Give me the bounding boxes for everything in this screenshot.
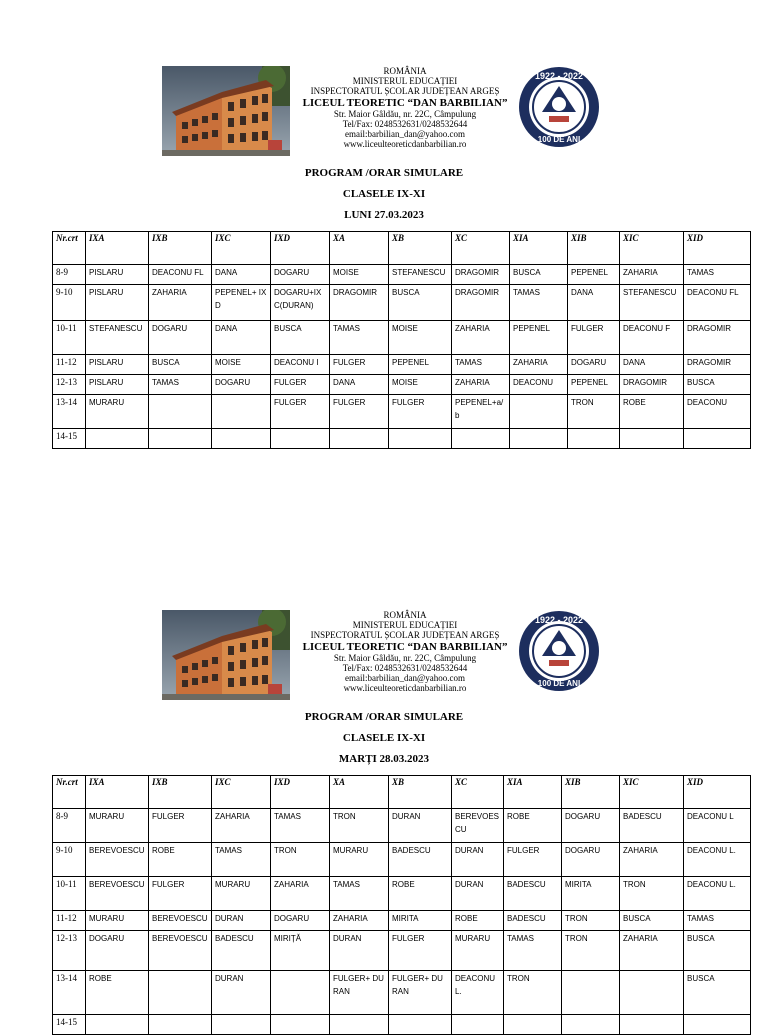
teacher-cell xyxy=(330,1015,389,1035)
teacher-cell: TRON xyxy=(562,931,620,971)
timetable xyxy=(52,231,751,449)
teacher-cell xyxy=(620,1015,684,1035)
teacher-cell: FULGER xyxy=(504,843,562,877)
teacher-cell: FULGER xyxy=(389,931,452,971)
teacher-cell: DEACONU L. xyxy=(684,843,751,877)
seal-anniversary: 100 DE ANI xyxy=(537,135,581,144)
teacher-cell: DOGARU xyxy=(86,931,149,971)
seal-years: 1922 - 2022 xyxy=(534,71,584,81)
col-header: IXB xyxy=(149,776,212,809)
teacher-cell: ZAHARIA xyxy=(452,375,510,395)
col-header: XC xyxy=(452,776,504,809)
hour-cell: 10-11 xyxy=(53,321,86,355)
teacher-cell: FULGER+ DURAN xyxy=(330,971,389,1015)
address-line: Str. Maior Gâldău, nr. 22C, Câmpulung xyxy=(333,652,477,663)
teacher-cell: MOISE xyxy=(389,321,452,355)
col-header: IXD xyxy=(271,776,330,809)
email-line: email:barbilian_dan@yahoo.com xyxy=(344,673,465,684)
teacher-cell: BADESCU xyxy=(504,877,562,911)
school-letterhead xyxy=(300,610,510,693)
teacher-cell: BADESCU xyxy=(504,911,562,931)
table-row xyxy=(53,877,751,911)
col-header: XIC xyxy=(620,232,684,265)
teacher-cell: TRON xyxy=(271,843,330,877)
teacher-cell: PISLARU xyxy=(86,285,149,321)
teacher-cell xyxy=(271,971,330,1015)
teacher-cell: TAMAS xyxy=(504,931,562,971)
school-name: LICEUL TEORETIC “DAN BARBILIAN” xyxy=(302,640,508,653)
teacher-cell xyxy=(86,429,149,449)
teacher-cell xyxy=(510,429,568,449)
timetable-body xyxy=(53,265,751,449)
teacher-cell: TAMAS xyxy=(330,321,389,355)
teacher-cell: DURAN xyxy=(330,931,389,971)
table-row xyxy=(53,375,751,395)
teacher-cell: STEFANESCU xyxy=(86,321,149,355)
teacher-cell: TAMAS xyxy=(212,843,271,877)
teacher-cell: ZAHARIA xyxy=(271,877,330,911)
teacher-cell: DOGARU xyxy=(568,355,620,375)
teacher-cell: FULGER xyxy=(149,809,212,843)
teacher-cell: ROBE xyxy=(504,809,562,843)
schedule-classes: CLASELE IX-XI xyxy=(342,732,426,744)
teacher-cell: TRON xyxy=(562,911,620,931)
teacher-cell: BADESCU xyxy=(620,809,684,843)
teacher-cell: ROBE xyxy=(452,911,504,931)
hour-cell: 13-14 xyxy=(53,395,86,429)
teacher-cell: DANA xyxy=(330,375,389,395)
teacher-cell: DEACONU F xyxy=(620,321,684,355)
teacher-cell xyxy=(620,429,684,449)
teacher-cell: BEREVOESCU xyxy=(149,911,212,931)
col-header: XB xyxy=(389,232,452,265)
timetable xyxy=(52,775,751,1035)
teacher-cell: BUSCA xyxy=(684,931,751,971)
teacher-cell: BUSCA xyxy=(620,911,684,931)
teacher-cell: PISLARU xyxy=(86,355,149,375)
table-row xyxy=(53,321,751,355)
teacher-cell xyxy=(452,429,510,449)
inspectorate-line: INSPECTORATUL ȘCOLAR JUDEȚEAN ARGEȘ xyxy=(310,86,500,97)
table-row xyxy=(53,355,751,375)
teacher-cell: PEPENEL xyxy=(568,375,620,395)
school-letterhead xyxy=(300,66,510,149)
teacher-cell: FULGER xyxy=(149,877,212,911)
teacher-cell: FULGER xyxy=(568,321,620,355)
teacher-cell: ZAHARIA xyxy=(149,285,212,321)
teacher-cell: ZAHARIA xyxy=(452,321,510,355)
col-header: IXA xyxy=(86,232,149,265)
teacher-cell: FULGER xyxy=(330,395,389,429)
teacher-cell: TAMAS xyxy=(271,809,330,843)
teacher-cell xyxy=(504,1015,562,1035)
teacher-cell: ROBE xyxy=(389,877,452,911)
teacher-cell: DOGARU xyxy=(212,375,271,395)
teacher-cell: DEACONU xyxy=(684,395,751,429)
teacher-cell xyxy=(149,971,212,1015)
teacher-cell: TRON xyxy=(330,809,389,843)
teacher-cell: MURARU xyxy=(86,911,149,931)
col-header: XID xyxy=(684,232,751,265)
school-building-photo xyxy=(162,610,290,700)
teacher-cell xyxy=(684,429,751,449)
teacher-cell: MOISE xyxy=(389,375,452,395)
ministry-line: MINISTERUL EDUCAȚIEI xyxy=(352,620,458,631)
col-header: XC xyxy=(452,232,510,265)
teacher-cell: MOISE xyxy=(212,355,271,375)
hour-cell: 14-15 xyxy=(53,429,86,449)
teacher-cell: DANA xyxy=(212,321,271,355)
seal-anniversary: 100 DE ANI xyxy=(537,679,581,688)
teacher-cell xyxy=(212,395,271,429)
col-header: XID xyxy=(684,776,751,809)
teacher-cell: TAMAS xyxy=(684,911,751,931)
teacher-cell: BUSCA xyxy=(271,321,330,355)
table-row xyxy=(53,809,751,843)
teacher-cell: BADESCU xyxy=(212,931,271,971)
teacher-cell: MURARU xyxy=(86,809,149,843)
teacher-cell xyxy=(389,429,452,449)
teacher-cell: ROBE xyxy=(620,395,684,429)
teacher-cell: ROBE xyxy=(86,971,149,1015)
teacher-cell: ROBE xyxy=(149,843,212,877)
teacher-cell: PEPENEL xyxy=(568,265,620,285)
hour-cell: 14-15 xyxy=(53,1015,86,1035)
teacher-cell xyxy=(389,1015,452,1035)
teacher-cell: DRAGOMIR xyxy=(452,285,510,321)
teacher-cell: DRAGOMIR xyxy=(330,285,389,321)
col-header: IXC xyxy=(212,776,271,809)
teacher-cell: TRON xyxy=(620,877,684,911)
phone-line: Tel/Fax: 0248532631/0248532644 xyxy=(342,118,468,129)
school-building-photo xyxy=(162,66,290,156)
table-row xyxy=(53,265,751,285)
hour-cell: 11-12 xyxy=(53,355,86,375)
teacher-cell: PISLARU xyxy=(86,375,149,395)
teacher-cell: DRAGOMIR xyxy=(620,375,684,395)
teacher-cell: DANA xyxy=(212,265,271,285)
teacher-cell: DEACONU FL xyxy=(684,285,751,321)
teacher-cell xyxy=(510,395,568,429)
teacher-cell: MURARU xyxy=(212,877,271,911)
hour-cell: 13-14 xyxy=(53,971,86,1015)
teacher-cell xyxy=(452,1015,504,1035)
teacher-cell: BUSCA xyxy=(684,971,751,1015)
seal-years: 1922 - 2022 xyxy=(534,615,584,625)
teacher-cell: ZAHARIA xyxy=(620,265,684,285)
hour-cell: 9-10 xyxy=(53,843,86,877)
col-header: XIA xyxy=(510,232,568,265)
schedule-date: MARȚI 28.03.2023 xyxy=(338,753,430,765)
teacher-cell: TAMAS xyxy=(330,877,389,911)
website-line: www.liceulteoreticdanbarbilian.ro xyxy=(343,683,467,694)
teacher-cell: TRON xyxy=(504,971,562,1015)
table-row xyxy=(53,931,751,971)
teacher-cell: DOGARU xyxy=(271,265,330,285)
teacher-cell: BEREVOESCU xyxy=(86,877,149,911)
teacher-cell: ZAHARIA xyxy=(510,355,568,375)
teacher-cell: FULGER xyxy=(271,375,330,395)
teacher-cell: DEACONU FL xyxy=(149,265,212,285)
teacher-cell: DEACONU L. xyxy=(684,877,751,911)
teacher-cell xyxy=(212,1015,271,1035)
teacher-cell: MIRITA xyxy=(562,877,620,911)
teacher-cell: MIRIȚĂ xyxy=(271,931,330,971)
schedule-title: PROGRAM /ORAR SIMULARE xyxy=(304,167,464,179)
teacher-cell: DRAGOMIR xyxy=(452,265,510,285)
teacher-cell: TAMAS xyxy=(684,265,751,285)
table-row xyxy=(53,971,751,1015)
teacher-cell xyxy=(212,429,271,449)
teacher-cell: PEPENEL+ IXD xyxy=(212,285,271,321)
website-line: www.liceulteoreticdanbarbilian.ro xyxy=(343,139,467,150)
teacher-cell: PEPENEL+a/b xyxy=(452,395,510,429)
teacher-cell: STEFANESCU xyxy=(620,285,684,321)
table-row xyxy=(53,429,751,449)
schedule-title: PROGRAM /ORAR SIMULARE xyxy=(304,711,464,723)
ministry-line: MINISTERUL EDUCAȚIEI xyxy=(352,76,458,87)
teacher-cell: BEREVOESCU xyxy=(86,843,149,877)
teacher-cell: ZAHARIA xyxy=(620,931,684,971)
country-line: ROMÂNIA xyxy=(383,66,427,76)
teacher-cell: DURAN xyxy=(389,809,452,843)
table-header-row xyxy=(53,776,751,809)
teacher-cell: ZAHARIA xyxy=(330,911,389,931)
teacher-cell xyxy=(562,1015,620,1035)
teacher-cell: DURAN xyxy=(212,911,271,931)
col-header: IXA xyxy=(86,776,149,809)
school-anniversary-seal xyxy=(518,66,600,148)
teacher-cell: DOGARU xyxy=(271,911,330,931)
teacher-cell: MIRITA xyxy=(389,911,452,931)
table-row xyxy=(53,285,751,321)
teacher-cell: BEREVOESCU xyxy=(452,809,504,843)
teacher-cell: DOGARU xyxy=(149,321,212,355)
col-header: Nr.crt xyxy=(53,776,86,809)
teacher-cell: DEACONU I xyxy=(271,355,330,375)
teacher-cell: TRON xyxy=(568,395,620,429)
hour-cell: 8-9 xyxy=(53,809,86,843)
col-header: XA xyxy=(330,776,389,809)
teacher-cell: BEREVOESCU xyxy=(149,931,212,971)
teacher-cell: STEFANESCU xyxy=(389,265,452,285)
hour-cell: 12-13 xyxy=(53,375,86,395)
teacher-cell: DOGARU xyxy=(562,843,620,877)
teacher-cell xyxy=(568,429,620,449)
teacher-cell: DURAN xyxy=(452,877,504,911)
schedule-date: LUNI 27.03.2023 xyxy=(344,209,424,221)
email-line: email:barbilian_dan@yahoo.com xyxy=(344,129,465,140)
teacher-cell: TAMAS xyxy=(510,285,568,321)
teacher-cell xyxy=(149,1015,212,1035)
teacher-cell: DRAGOMIR xyxy=(684,321,751,355)
hour-cell: 12-13 xyxy=(53,931,86,971)
table-row xyxy=(53,395,751,429)
teacher-cell: MURARU xyxy=(86,395,149,429)
teacher-cell xyxy=(684,1015,751,1035)
teacher-cell xyxy=(86,1015,149,1035)
phone-line: Tel/Fax: 0248532631/0248532644 xyxy=(342,662,468,673)
col-header: IXC xyxy=(212,232,271,265)
schedule-classes: CLASELE IX-XI xyxy=(342,188,426,200)
table-header-row xyxy=(53,232,751,265)
teacher-cell: DEACONU L. xyxy=(452,971,504,1015)
teacher-cell: FULGER xyxy=(271,395,330,429)
teacher-cell xyxy=(330,429,389,449)
teacher-cell: FULGER xyxy=(330,355,389,375)
teacher-cell: DEACONU L xyxy=(684,809,751,843)
teacher-cell: DRAGOMIR xyxy=(684,355,751,375)
teacher-cell: PEPENEL xyxy=(389,355,452,375)
col-header: XIC xyxy=(620,776,684,809)
teacher-cell: DOGARU xyxy=(562,809,620,843)
col-header: Nr.crt xyxy=(53,232,86,265)
inspectorate-line: INSPECTORATUL ȘCOLAR JUDEȚEAN ARGEȘ xyxy=(310,630,500,641)
teacher-cell: DURAN xyxy=(452,843,504,877)
col-header: IXB xyxy=(149,232,212,265)
timetable-body xyxy=(53,809,751,1035)
teacher-cell: MURARU xyxy=(330,843,389,877)
teacher-cell: TAMAS xyxy=(149,375,212,395)
teacher-cell: DURAN xyxy=(212,971,271,1015)
col-header: XIB xyxy=(562,776,620,809)
teacher-cell: PEPENEL xyxy=(510,321,568,355)
teacher-cell: BUSCA xyxy=(389,285,452,321)
teacher-cell: DOGARU+IXC(DURAN) xyxy=(271,285,330,321)
col-header: XA xyxy=(330,232,389,265)
teacher-cell xyxy=(149,429,212,449)
table-row xyxy=(53,1015,751,1035)
teacher-cell xyxy=(562,971,620,1015)
teacher-cell: BUSCA xyxy=(149,355,212,375)
hour-cell: 9-10 xyxy=(53,285,86,321)
teacher-cell: TAMAS xyxy=(452,355,510,375)
teacher-cell: BUSCA xyxy=(684,375,751,395)
school-anniversary-seal xyxy=(518,610,600,692)
teacher-cell xyxy=(620,971,684,1015)
teacher-cell: PISLARU xyxy=(86,265,149,285)
table-row xyxy=(53,911,751,931)
teacher-cell: DEACONU xyxy=(510,375,568,395)
table-row xyxy=(53,843,751,877)
col-header: XIA xyxy=(504,776,562,809)
teacher-cell: MOISE xyxy=(330,265,389,285)
teacher-cell: BUSCA xyxy=(510,265,568,285)
teacher-cell: ZAHARIA xyxy=(620,843,684,877)
teacher-cell xyxy=(271,1015,330,1035)
address-line: Str. Maior Gâldău, nr. 22C, Câmpulung xyxy=(333,108,477,119)
col-header: XB xyxy=(389,776,452,809)
hour-cell: 8-9 xyxy=(53,265,86,285)
teacher-cell: FULGER+ DURAN xyxy=(389,971,452,1015)
teacher-cell xyxy=(149,395,212,429)
teacher-cell xyxy=(271,429,330,449)
teacher-cell: DANA xyxy=(620,355,684,375)
teacher-cell: FULGER xyxy=(389,395,452,429)
col-header: XIB xyxy=(568,232,620,265)
country-line: ROMÂNIA xyxy=(383,610,427,620)
teacher-cell: ZAHARIA xyxy=(212,809,271,843)
hour-cell: 10-11 xyxy=(53,877,86,911)
teacher-cell: DANA xyxy=(568,285,620,321)
col-header: IXD xyxy=(271,232,330,265)
teacher-cell: BADESCU xyxy=(389,843,452,877)
teacher-cell: MURARU xyxy=(452,931,504,971)
hour-cell: 11-12 xyxy=(53,911,86,931)
school-name: LICEUL TEORETIC “DAN BARBILIAN” xyxy=(302,96,508,109)
